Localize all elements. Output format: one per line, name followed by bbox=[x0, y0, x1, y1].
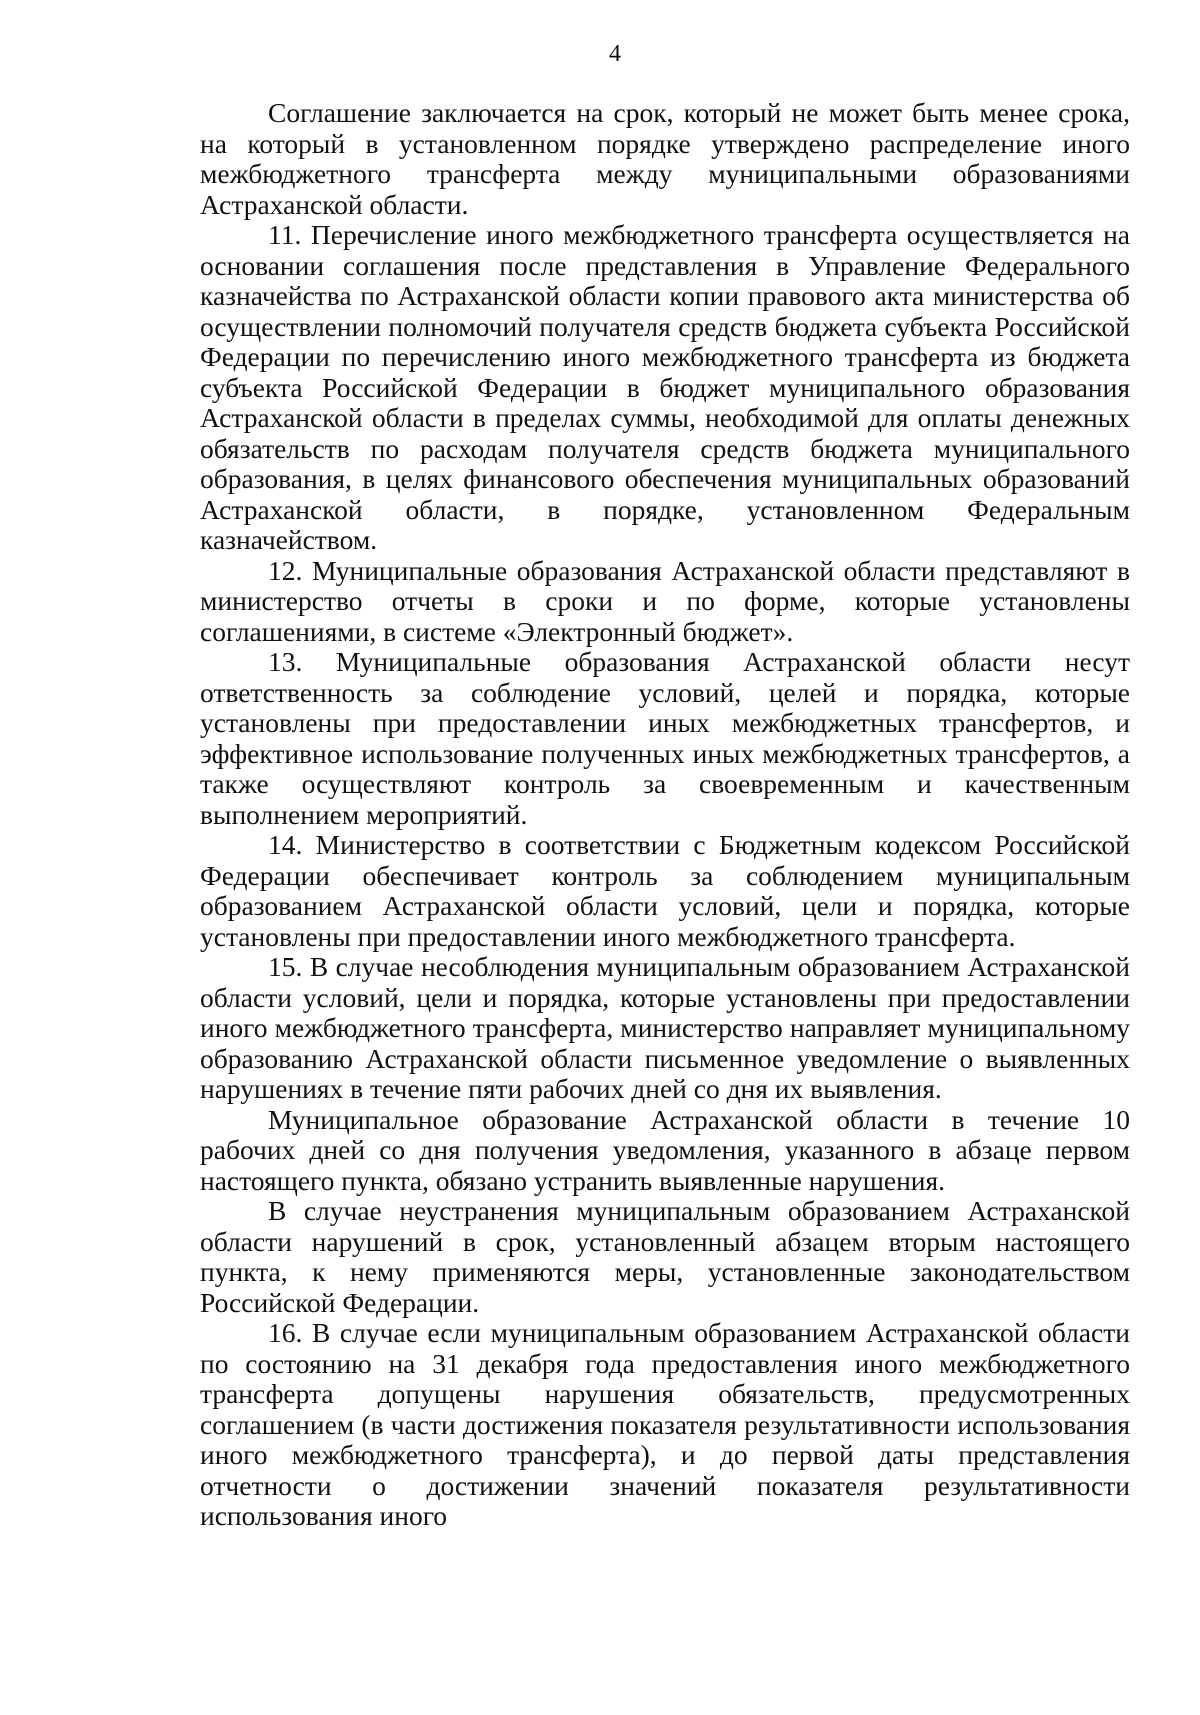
paragraph-15-sanctions: В случае неустранения муниципальным образованием Астраханской области нарушений в срок, установленный абзацем вторым настоящего пункта, к нему применяются меры, установленные законодательством Российской Федерации. bbox=[200, 1195, 1130, 1318]
page-number: 4 bbox=[609, 41, 621, 67]
paragraph-agreement-term: Соглашение заключается на срок, который не может быть менее срока, на который в установленном порядке утверждено распределение иного межбюджетного трансферта между муниципальными образованиями Астраханской области. bbox=[200, 97, 1130, 220]
paragraph-13-responsibility: 13. Муниципальные образования Астраханской области несут ответственность за соблюдение условий, целей и порядка, которые установлены при предоставлении иных межбюджетных трансфертов, и эффективное использование полученных иных межбюджетных трансфертов, а также осуществляют контроль за своевременным и качественным выполнением мероприятий. bbox=[200, 646, 1130, 830]
paragraph-12-reports: 12. Муниципальные образования Астраханской области представляют в министерство отчеты в сроки и по форме, которые установлены соглашениями, в системе «Электронный бюджет». bbox=[200, 554, 1130, 647]
paragraph-16-december: 16. В случае если муниципальным образованием Астраханской области по состоянию на 31 декабря года предоставления иного межбюджетного трансферта допущены нарушения обязательств, предусмотренных соглашением (в части достижения показателя результативности использования иного межбюджетного трансферта), и до первой даты представления отчетности о достижении значений показателя результативности использования иного bbox=[200, 1317, 1130, 1531]
paragraph-15-remedy-deadline: Муниципальное образование Астраханской области в течение 10 рабочих дней со дня получения уведомления, указанного в абзаце первом настоящего пункта, обязано устранить выявленные нарушения. bbox=[200, 1103, 1130, 1196]
paragraph-15-violations: 15. В случае несоблюдения муниципальным образованием Астраханской области условий, цели и порядка, которые установлены при предоставлении иного межбюджетного трансферта, министерство направляет муниципальному образованию Астраханской области письменное уведомление о выявленных нарушениях в течение пяти рабочих дней со дня их выявления. bbox=[200, 951, 1130, 1104]
document-body bbox=[200, 98, 1130, 1532]
paragraph-11-transfer: 11. Перечисление иного межбюджетного трансферта осуществляется на основании соглашения после представления в Управление Федерального казначейства по Астраханской области копии правового акта министерства об осуществлении полномочий получателя средств бюджета субъекта Российской Федерации по перечислению иного межбюджетного трансферта из бюджета субъекта Российской Федерации в бюджет муниципального образования Астраханской области в пределах суммы, необходимой для оплаты денежных обязательств по расходам получателя средств бюджета муниципального образования, в целях финансового обеспечения муниципальных образований Астраханской области, в порядке, установленном Федеральным казначейством. bbox=[200, 219, 1130, 555]
paragraph-14-control: 14. Министерство в соответствии с Бюджетным кодексом Российской Федерации обеспечивает контроль за соблюдением муниципальным образованием Астраханской области условий, цели и порядка, которые установлены при предоставлении иного межбюджетного трансферта. bbox=[200, 829, 1130, 952]
